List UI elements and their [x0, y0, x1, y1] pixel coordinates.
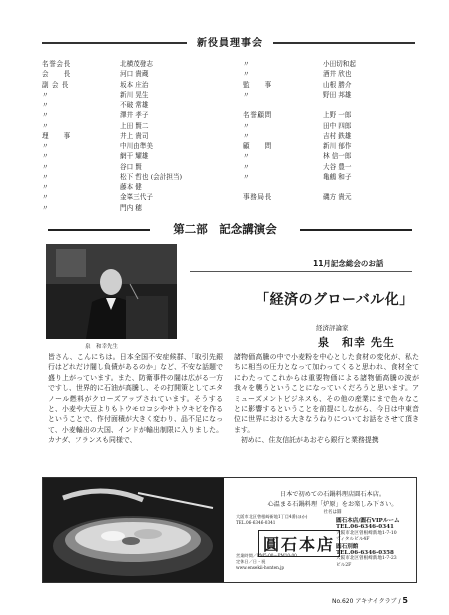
ad-branches — [336, 518, 416, 569]
officer-role: 会 長 — [42, 70, 71, 79]
officer-row — [243, 192, 418, 202]
ad-branch-line: TEL.06-6346-0341 — [336, 524, 394, 531]
officer-role: 〃 — [42, 142, 50, 150]
photo-caption: 泉 和幸先生 — [85, 344, 119, 350]
officer-row — [243, 162, 418, 172]
officer-name: 井上 貴司 — [120, 131, 149, 140]
officer-name: 坂本 庄治 — [120, 80, 149, 89]
section-rule-left — [48, 229, 150, 231]
officer-role: 〃 — [243, 172, 251, 181]
officer-role: 〃 — [42, 203, 50, 212]
officer-row — [42, 121, 222, 131]
page-number: 5 — [402, 596, 408, 605]
officer-role: 〃 — [42, 172, 50, 181]
officer-role: 〃 — [243, 152, 251, 161]
officer-row — [42, 141, 222, 151]
ad-holiday: 定休日／日・祝 — [236, 559, 266, 564]
officers-right-column — [243, 59, 418, 203]
article-paragraph: 諸物価高騰の中で小麦粉を中心とした食材の変化が、私たちに相当の圧力となって加わってくると思われ、食材全てにわたってこれからは重要物価による諸物価高騰の波が我々を襲うということになっていくだろうと思います。アミューズメントビジネスも、その他の産業にまで色々なことに影響するということを前提にしながら、今日は中東音位に世界における大きなうねりについてお話をさせて頂きます。 — [234, 353, 419, 434]
ad-hours-line: 営業時間／PM5:00〜PM10:00 — [236, 553, 297, 558]
officer-row — [42, 110, 222, 120]
officer-row — [243, 141, 418, 151]
section-rule-right — [300, 229, 412, 231]
officer-row — [42, 90, 222, 100]
officer-role: 〃 — [42, 152, 50, 161]
officer-name: 吉村 鉄雄 — [323, 131, 352, 140]
page-footer — [332, 596, 408, 605]
officer-role: 〃 — [42, 162, 50, 171]
ad-branch-line: 圓石本店/圓石VIPルーム — [336, 518, 400, 524]
officer-name: 新川 郁作 — [323, 142, 352, 150]
officer-name: 門内 穂 — [120, 203, 142, 212]
header-rule-right — [273, 42, 415, 44]
article-paragraph: 初めに、住友信託があおぞら銀行と業務提携 — [240, 436, 379, 445]
ad-branch-line: 大阪市北区曾根崎新地1-7-10 — [336, 530, 397, 536]
officer-role: 事務局長 — [243, 193, 272, 202]
article-column-right — [234, 352, 419, 446]
officer-row — [42, 151, 222, 161]
officer-name: 松下 哲也 (会計担当) — [120, 172, 183, 181]
ad-branch-line: 圓石別館 — [336, 543, 359, 550]
article-column-left — [48, 352, 223, 446]
officer-row — [243, 80, 418, 90]
ad-branch-line: ビル2F — [336, 562, 352, 568]
officer-row — [243, 172, 418, 182]
hotpot-illustration — [43, 478, 224, 582]
ad-slogan-line: 日本で初めての石鍋料理店圓石本店。 — [279, 491, 386, 498]
officer-name: 新川 晃生 — [120, 90, 149, 99]
officer-role: 〃 — [42, 111, 50, 120]
officer-role: 〃 — [243, 121, 251, 130]
ad-branch-line: TEL.06-6346-0358 — [336, 550, 394, 557]
officer-role: 〃 — [243, 70, 251, 79]
lecture-subtitle: 11月記念総会のお話 — [313, 259, 384, 268]
lecture-title: 「経済のグローバル化」 — [255, 292, 414, 308]
officer-role: 名誉会長 — [42, 60, 71, 68]
officer-role: 〃 — [42, 101, 50, 109]
officers-left-column — [42, 59, 222, 213]
officer-name: 中川由準美 — [120, 142, 153, 150]
officer-name: 北横茂發志 — [120, 60, 153, 68]
officer-name: 山根 勝介 — [323, 80, 352, 89]
officer-name: 谷口 賢 — [120, 162, 142, 171]
officer-row — [243, 131, 418, 141]
speaker-photo — [46, 244, 177, 339]
officer-name: 上野 一郎 — [323, 111, 352, 120]
officer-role: 顧 問 — [243, 142, 272, 150]
officer-role: 監 事 — [243, 80, 272, 89]
officer-row — [243, 182, 418, 192]
officer-role: 副 会 長 — [42, 80, 69, 89]
officer-row — [243, 59, 418, 69]
ad-branch-line: 大阪市北区曾根崎新地1-7-23 — [336, 556, 397, 562]
officer-role: 〃 — [42, 121, 50, 130]
officer-row — [42, 131, 222, 141]
ad-slogan — [250, 490, 415, 516]
officer-name: 酒井 欣也 — [323, 70, 352, 79]
ad-address-line: 大阪市北区曾根崎新地1丁目4番(ほか) — [236, 514, 308, 519]
officer-role: 〃 — [42, 193, 50, 202]
officer-role: 〃 — [42, 90, 50, 99]
officer-row — [243, 110, 418, 120]
officer-row — [42, 203, 222, 213]
officer-row — [42, 172, 222, 182]
officer-name: 澤井 孝子 — [120, 111, 149, 120]
ad-slogan-line: 心温まる石鍋料理「炉原」をお楽しみ下さい。 — [267, 501, 398, 508]
officer-row — [42, 162, 222, 172]
officer-row — [42, 59, 222, 69]
officer-row — [42, 192, 222, 202]
officer-row — [243, 121, 418, 131]
officer-row — [42, 182, 222, 192]
officer-row — [243, 90, 418, 100]
restaurant-logo: 圓石本店 — [258, 530, 340, 557]
officer-row — [243, 151, 418, 161]
officer-row — [42, 80, 222, 90]
subtitle-rule — [190, 271, 412, 272]
page-title: 新役員理事会 — [197, 38, 263, 49]
officer-name: 磯方 貴元 — [323, 193, 352, 202]
officer-role: 理 事 — [42, 131, 71, 140]
officer-row — [42, 69, 222, 79]
officer-name: 藤本 健 — [120, 183, 142, 191]
ad-hours — [236, 553, 316, 571]
speaker-role: 経済評論家 — [316, 324, 349, 332]
officer-name: 大谷 豊一 — [323, 162, 352, 171]
ad-address — [236, 514, 316, 526]
officer-name: 小田切和起 — [323, 60, 356, 68]
officer-name: 不破 常雄 — [120, 101, 149, 109]
officer-role: 〃 — [42, 183, 50, 191]
header-rule-left — [42, 42, 187, 44]
magazine-name: アキナイクラブ / — [355, 598, 401, 605]
ad-website: www.ensekii-honten.jp — [236, 565, 285, 570]
ad-slogan-sub: 社名は圓 — [323, 510, 342, 515]
officer-name: 河口 貴蔵 — [120, 70, 149, 79]
officer-name: 林 信一郎 — [323, 152, 352, 161]
officer-row — [42, 100, 222, 110]
officer-row — [243, 69, 418, 79]
officer-role: 〃 — [243, 60, 251, 68]
officer-role: 〃 — [243, 162, 251, 171]
ad-phone: TEL.06-6346-0341 — [236, 520, 276, 525]
section-title: 第二部 記念講演会 — [173, 222, 277, 236]
officer-role: 〃 — [243, 90, 251, 99]
officer-name: 野田 邦雄 — [323, 90, 352, 99]
officer-name: 金峯三代子 — [120, 193, 153, 202]
issue-number: No.620 — [332, 598, 354, 605]
officer-name: 上田 賢二 — [120, 121, 149, 130]
officer-row — [243, 100, 418, 110]
ad-food-photo — [43, 478, 224, 582]
article-paragraph: 皆さん、こんにちは。日本全国不安症候群、「取引先銀行はどれだけ闇し負債があるのか」など、不安な話題で盛り上がっています。また、防衛事件の闇は広がる一方ですし、世界的に石油が高騰し、その打開策としてエタノール燃料がクローズアップされています。そうすると、小麦や大豆よりもトウモロコシやサトウキビを作るということで、作付面積が大きく変わり、品不足になって、小麦輸出の大国、インドが輸出制限に入りました。カナダ、フランスも同様で、 — [48, 353, 223, 445]
officer-name: 網干 耀雄 — [120, 152, 149, 161]
ad-branch-line: ヴィタルビル4F — [336, 537, 370, 543]
officer-name: 田中 四郎 — [323, 121, 352, 130]
officer-role: 名誉顧問 — [243, 111, 272, 120]
speaker-name: 泉 和幸 先生 — [318, 336, 395, 349]
speaker-photo-illustration — [46, 244, 177, 339]
officer-role: 〃 — [243, 131, 251, 140]
officer-name: 亀鶴 和子 — [323, 172, 352, 181]
